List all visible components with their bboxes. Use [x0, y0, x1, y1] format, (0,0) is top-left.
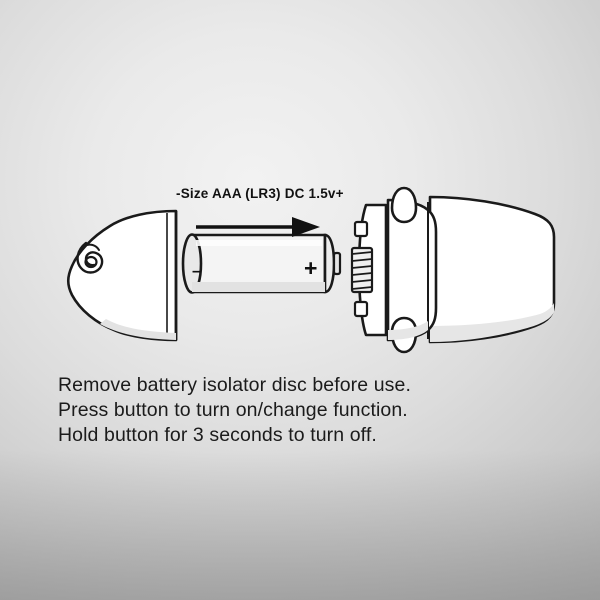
instruction-line-3: Hold button for 3 seconds to turn off.: [58, 424, 377, 446]
instruction-line-2: Press button to turn on/change function.: [58, 399, 408, 421]
instruction-line-1: Remove battery isolator disc before use.: [58, 374, 412, 396]
battery-negative-marker: –: [192, 261, 202, 280]
battery-positive-nub: [334, 253, 340, 274]
torch-top-bulge: [392, 188, 416, 222]
spring-contact-threads: [352, 248, 372, 292]
battery-highlight: [196, 240, 322, 246]
battery-shading: [192, 282, 325, 292]
end-cap-group: [68, 211, 176, 340]
compartment-tab-top: [355, 222, 367, 236]
battery-spec-label: -Size AAA (LR3) DC 1.5v+: [176, 186, 344, 201]
compartment-tab-bottom: [355, 302, 367, 316]
battery-positive-end: [325, 235, 334, 292]
battery-positive-marker: +: [304, 255, 318, 281]
torch-body-group: [352, 188, 554, 352]
instructions-block: [58, 373, 558, 448]
end-cap-body: [68, 211, 176, 340]
